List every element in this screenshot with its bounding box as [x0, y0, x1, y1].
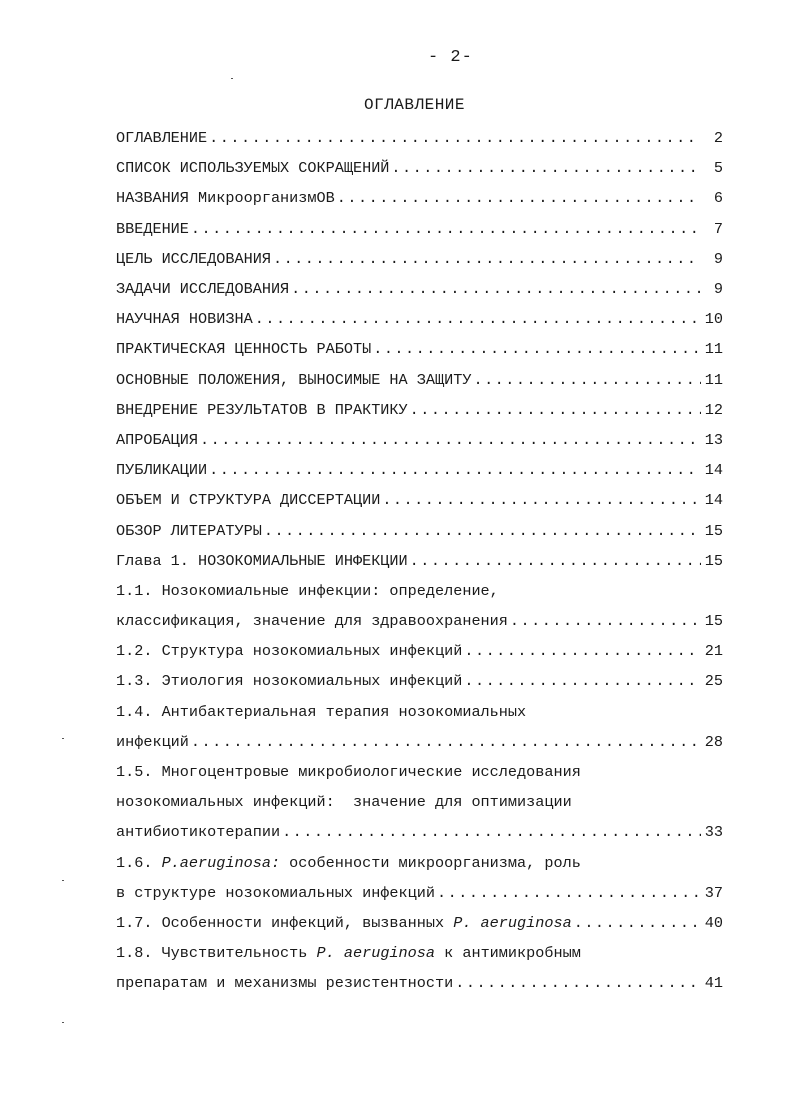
toc-entry-page: 25 [704, 672, 723, 691]
toc-entry [116, 395, 723, 425]
organism-name: P.aeruginosa: [161, 853, 281, 872]
toc-leader-dots [337, 189, 701, 207]
toc-subsection-line [116, 666, 723, 696]
text-segment: 1.6. [116, 853, 162, 872]
toc-subsection-line [116, 757, 723, 787]
toc-leader-dots [264, 522, 701, 540]
toc-leader-dots [574, 914, 701, 932]
toc-subsection-line [116, 727, 723, 757]
toc-entry-label: СПИСОК ИСПОЛЬЗУЕМЫХ СОКРАЩЕНИЙ [116, 159, 390, 178]
toc-subsection-line [116, 636, 723, 666]
scan-speck [62, 738, 64, 739]
toc-subsection-line [116, 878, 723, 908]
toc-leader-dots [473, 371, 701, 389]
toc-entry-label: АПРОБАЦИЯ [116, 430, 199, 449]
toc-leader-dots [200, 431, 701, 449]
toc-entry-page: 5 [713, 159, 723, 178]
toc-subsection-text: 1.4. Антибактериальная терапия нозокомиальных [116, 702, 527, 721]
toc-leader-dots [437, 884, 701, 902]
toc-entry-label: ВВЕДЕНИЕ [116, 219, 189, 238]
toc-subsection-text: инфекций [116, 732, 189, 751]
toc-entry-page: 13 [704, 430, 723, 449]
toc-subsection-text: 1.5. Многоцентровые микробиологические исследования [116, 763, 581, 782]
toc-entry-label: ВНЕДРЕНИЕ РЕЗУЛЬТАТОВ В ПРАКТИКУ [116, 400, 408, 419]
toc-entry-page: 15 [704, 551, 723, 570]
toc-entry-label: ПРАКТИЧЕСКАЯ ЦЕННОСТЬ РАБОТЫ [116, 340, 372, 359]
toc-subsection-text: 1.2. Структура нозокомиальных инфекций [116, 642, 463, 661]
toc-entry [116, 546, 723, 576]
toc-leader-dots [391, 159, 701, 177]
toc-subsection-text: классификация, значение для здравоохранения [116, 612, 508, 631]
toc-entry-label: ЗАДАЧИ ИССЛЕДОВАНИЯ [116, 280, 290, 299]
toc-entry-page: 11 [704, 340, 723, 359]
toc-entry-page: 10 [704, 310, 723, 329]
toc-entry [116, 425, 723, 455]
toc-leader-dots [373, 340, 701, 358]
toc-entry-page: 7 [713, 219, 723, 238]
toc-entry [116, 123, 723, 153]
toc-entry-page: 41 [704, 974, 723, 993]
toc-entry-page: 6 [713, 189, 723, 208]
toc-entry-label: ОБЗОР ЛИТЕРАТУРЫ [116, 521, 262, 540]
toc-entry [116, 485, 723, 515]
toc-leader-dots [291, 280, 701, 298]
toc-leader-dots [510, 612, 701, 630]
toc-entry-page: 21 [704, 642, 723, 661]
toc-leader-dots [410, 552, 701, 570]
toc-subsection-text: в структуре нозокомиальных инфекций [116, 883, 435, 902]
toc-entry-page: 37 [704, 883, 723, 902]
text-segment: к антимикробным [435, 944, 581, 963]
toc-entry [116, 214, 723, 244]
toc-subsection-text: препаратам и механизмы резистентности [116, 974, 454, 993]
toc-entry-label: ОГЛАВЛЕНИЕ [116, 129, 208, 148]
toc-subsection-line [116, 817, 723, 847]
toc-subsection-text: антибиотикотерапии [116, 823, 281, 842]
toc-entry [116, 274, 723, 304]
toc-entry-page: 33 [704, 823, 723, 842]
toc-entry-page: 14 [704, 461, 723, 480]
organism-name: P. aeruginosa [316, 944, 435, 963]
toc-leader-dots [455, 974, 701, 992]
toc-subsection-line [116, 938, 723, 968]
toc-subsection-line [116, 787, 723, 817]
toc-subsection-text: нозокомиальных инфекций: значение для оптимизации [116, 793, 572, 812]
toc-subsection-text [116, 854, 581, 872]
toc-entry-label: ПУБЛИКАЦИИ [116, 461, 208, 480]
text-segment: 1.7. Особенности инфекций, вызванных [116, 913, 454, 932]
toc-entry [116, 365, 723, 395]
toc-entry [116, 515, 723, 545]
toc-leader-dots [273, 250, 701, 268]
toc-leader-dots [191, 733, 701, 751]
toc-subsection-line [116, 606, 723, 636]
toc-entry-page: 9 [713, 280, 723, 299]
toc-entry-page: 15 [704, 612, 723, 631]
toc-entry-label: НАУЧНАЯ НОВИЗНА [116, 310, 253, 329]
toc-entry-page: 14 [704, 491, 723, 510]
toc-title: ОГЛАВЛЕНИЕ [363, 96, 465, 114]
toc-subsection-text [116, 914, 572, 932]
toc-subsection-line [116, 848, 723, 878]
toc-entry-label: ОСНОВНЫЕ ПОЛОЖЕНИЯ, ВЫНОСИМЫЕ НА ЗАЩИТУ [116, 370, 472, 389]
toc-leader-dots [464, 672, 701, 690]
toc-entry-label: ОБЪЕМ И СТРУКТУРА ДИССЕРТАЦИИ [116, 491, 381, 510]
toc-entry-label: ЦЕЛЬ ИССЛЕДОВАНИЯ [116, 249, 271, 268]
toc-entry [116, 153, 723, 183]
toc-leader-dots [410, 401, 701, 419]
toc-entry-page: 9 [713, 249, 723, 268]
toc-subsection-line [116, 576, 723, 606]
toc-leader-dots [464, 642, 701, 660]
toc-leader-dots [255, 310, 701, 328]
table-of-contents [116, 123, 723, 998]
organism-name: P. aeruginosa [453, 913, 572, 932]
toc-entry [116, 455, 723, 485]
toc-leader-dots [191, 220, 701, 238]
toc-entry-page: 11 [704, 370, 723, 389]
toc-entry-label: НАЗВАНИЯ МикроорганизмОВ [116, 189, 335, 208]
toc-entry-page: 40 [704, 913, 723, 932]
toc-subsection-text: 1.3. Этиология нозокомиальных инфекций [116, 672, 463, 691]
toc-entry [116, 304, 723, 334]
toc-entry-label: Глава 1. НОЗОКОМИАЛЬНЫЕ ИНФЕКЦИИ [116, 551, 408, 570]
toc-entry-page: 2 [713, 129, 723, 148]
text-segment: 1.8. Чувствительность [116, 944, 317, 963]
toc-entry-page: 15 [704, 521, 723, 540]
page-number: - 2- [428, 48, 473, 67]
scan-speck [62, 880, 64, 881]
toc-subsection-text: 1.1. Нозокомиальные инфекции: определение, [116, 581, 499, 600]
toc-leader-dots [282, 823, 701, 841]
toc-subsection-line [116, 908, 723, 938]
toc-entry-page: 28 [704, 732, 723, 751]
scan-speck [231, 78, 233, 79]
toc-subsection-line [116, 697, 723, 727]
toc-entry-page: 12 [704, 400, 723, 419]
toc-leader-dots [209, 129, 701, 147]
text-segment: особенности микроорганизма, роль [280, 853, 581, 872]
toc-subsection-line [116, 968, 723, 998]
toc-entry [116, 334, 723, 364]
scan-speck [62, 1022, 64, 1023]
toc-entry [116, 244, 723, 274]
toc-leader-dots [209, 461, 701, 479]
toc-subsection-text [116, 944, 581, 962]
toc-entry [116, 183, 723, 213]
toc-leader-dots [382, 491, 701, 509]
